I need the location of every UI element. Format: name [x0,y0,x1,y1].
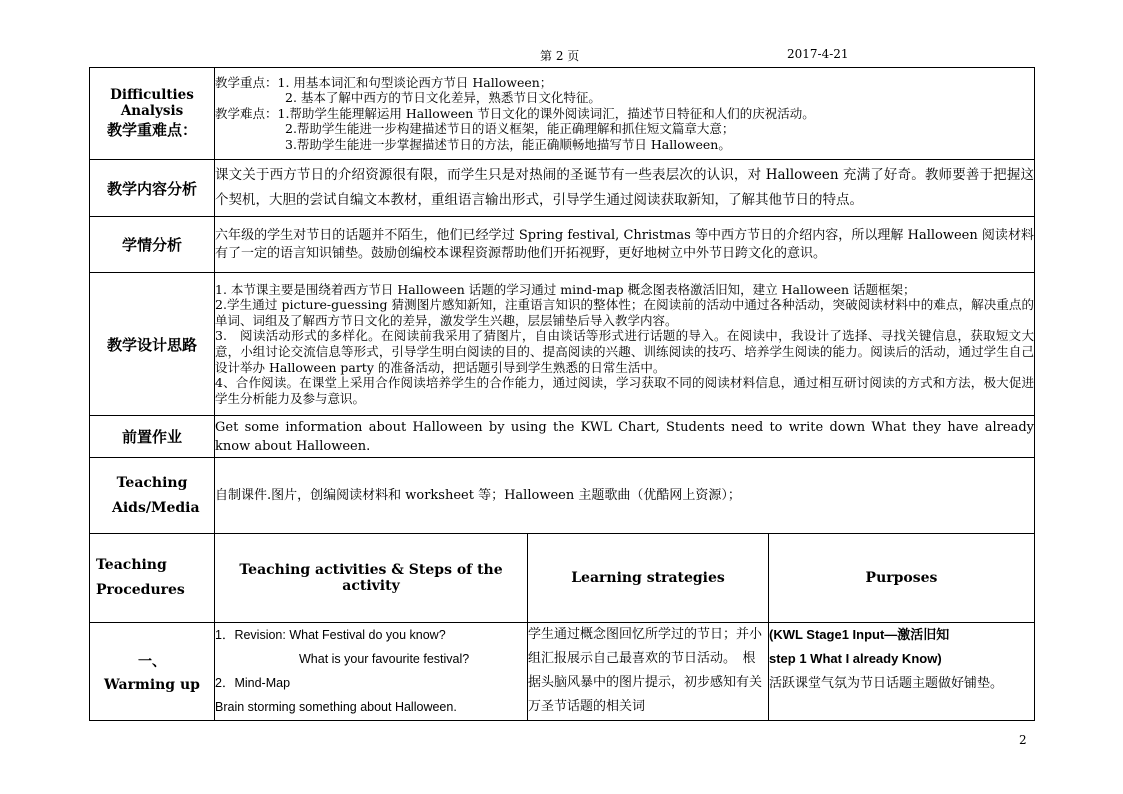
difficulties-line: 教学难点：1.帮助学生能理解运用 Halloween 节日文化的课外阅读词汇，描述节日特征和人们的庆祝活动。 [215,105,815,121]
header-page-label: 第 2 页 [540,49,580,63]
design-label: 教学设计思路 [90,273,215,416]
design-content [215,273,1035,416]
difficulties-label [90,68,215,160]
col-header-purposes: Purposes [769,534,1035,623]
warming-label-en: Warming up [104,676,200,693]
row-content-analysis [90,160,1035,217]
design-line: 3. 阅读活动形式的多样化。在阅读前我采用了猜图片，自由谈话等形式进行话题的导入。在阅读中，我设计了选择、寻找关键信息，获取短文大意，小组讨论交流信息等形式，引导学生明白阅读的目的、提高阅读的兴趣、训练阅读的技巧、培养学生阅读的能力。阅读后的活动，通过学生自己设计举办 Halloween party 的准备活动，把话题引导到学生熟悉的日常生活中。 [215,328,1034,375]
aids-label: Teaching Aids/Media [90,458,215,534]
row-homework [90,416,1035,458]
student-analysis-text: 六年级的学生对节日的话题并不陌生，他们已经学过 Spring festival, Christmas 等中西方节日的介绍内容，所以理解 Halloween 阅读材料有了一定的语言知识铺垫。鼓励创编校本课程资源帮助他们开拓视野，更好地树立中外节日跨文化的意识。 [215,217,1035,273]
warming-label-num: 一、 [138,653,166,670]
lesson-plan-table [89,67,1035,721]
warming-label [90,623,215,721]
activity-line: Brain storming something about Halloween. [215,700,457,714]
homework-label: 前置作业 [90,416,215,458]
difficulties-line: 2. 基本了解中西方的节日文化差异，熟悉节日文化特征。 [285,90,601,106]
homework-text: Get some information about Halloween by using the KWL Chart, Students need to write down What they have already know about Halloween. [215,416,1035,458]
aids-text: 自制课件.图片，创编阅读材料和 worksheet 等；Halloween 主题歌曲（优酷网上资源）； [215,458,1035,534]
activity-line: What is your favourite festival? [299,652,470,666]
col-header-activities: Teaching activities & Steps of the activity [215,534,528,623]
content-analysis-text: 课文关于西方节日的介绍资源很有限，而学生只是对热闹的圣诞节有一些表层次的认识，对 Halloween 充满了好奇。教师要善于把握这个契机，大胆的尝试自编文本教材，重组语言输出形式，引导学生通过阅读获取新知，了解其他节日的特点。 [215,160,1035,217]
student-analysis-label: 学情分析 [90,217,215,273]
difficulties-line: 2.帮助学生能进一步构建描述节日的语义框架，能正确理解和抓住短文篇章大意； [285,121,735,137]
row-warming-up [90,623,1035,721]
row-difficulties [90,68,1035,160]
purpose-bold-line: step 1 What I already Know) [769,651,942,666]
warming-strategies: 学生通过概念图回忆所学过的节日；并小组汇报展示自己最喜欢的节日活动。 根据头脑风暴中的图片提示，初步感知有关万圣节话题的相关词 [528,623,769,721]
activity-line: 1．Revision: What Festival do you know? [215,628,446,642]
design-line: 4、合作阅读。在课堂上采用合作阅读培养学生的合作能力，通过阅读，学习获取不同的阅读材料信息，通过相互研讨阅读的方式和方法，极大促进学生分析能力及参与意识。 [215,375,1034,406]
col-header-strategies: Learning strategies [528,534,769,623]
difficulties-label-en: Difficulties Analysis [110,87,194,119]
procedures-label: Teaching Procedures [90,534,215,623]
warming-activities [215,623,528,721]
row-design [90,273,1035,416]
purpose-text: 活跃课堂气氛为节日话题主题做好铺垫。 [769,675,1004,690]
row-student-analysis [90,217,1035,273]
warming-purposes [769,623,1035,721]
design-line: 1. 本节课主要是围绕着西方节日 Halloween 话题的学习通过 mind-map 概念图表格激活旧知，建立 Halloween 话题框架； [215,281,916,297]
footer-page-number: 2 [1019,733,1027,747]
content-analysis-label: 教学内容分析 [90,160,215,217]
difficulties-line: 3.帮助学生能进一步掌握描述节日的方法，能正确顺畅地描写节日 Halloween。 [285,136,731,152]
difficulties-label-cn: 教学重难点： [106,121,197,139]
purpose-bold-line: (KWL Stage1 Input—激活旧知 [769,627,950,642]
header-date: 2017-4-21 [787,47,849,61]
row-aids [90,458,1035,534]
row-procedures-header [90,534,1035,623]
design-line: 2.学生通过 picture-guessing 猜测图片感知新知，注重语言知识的整体性；在阅读前的活动中通过各种活动，突破阅读材料中的难点，解决重点的单词、词组及了解西方节日文化的差异，激发学生兴趣，层层铺垫后导入教学内容。 [215,297,1034,328]
activity-line: 2．Mind-Map [215,676,291,690]
difficulties-content [215,68,1035,160]
difficulties-line: 教学重点：1. 用基本词汇和句型谈论西方节日 Halloween； [215,74,553,90]
